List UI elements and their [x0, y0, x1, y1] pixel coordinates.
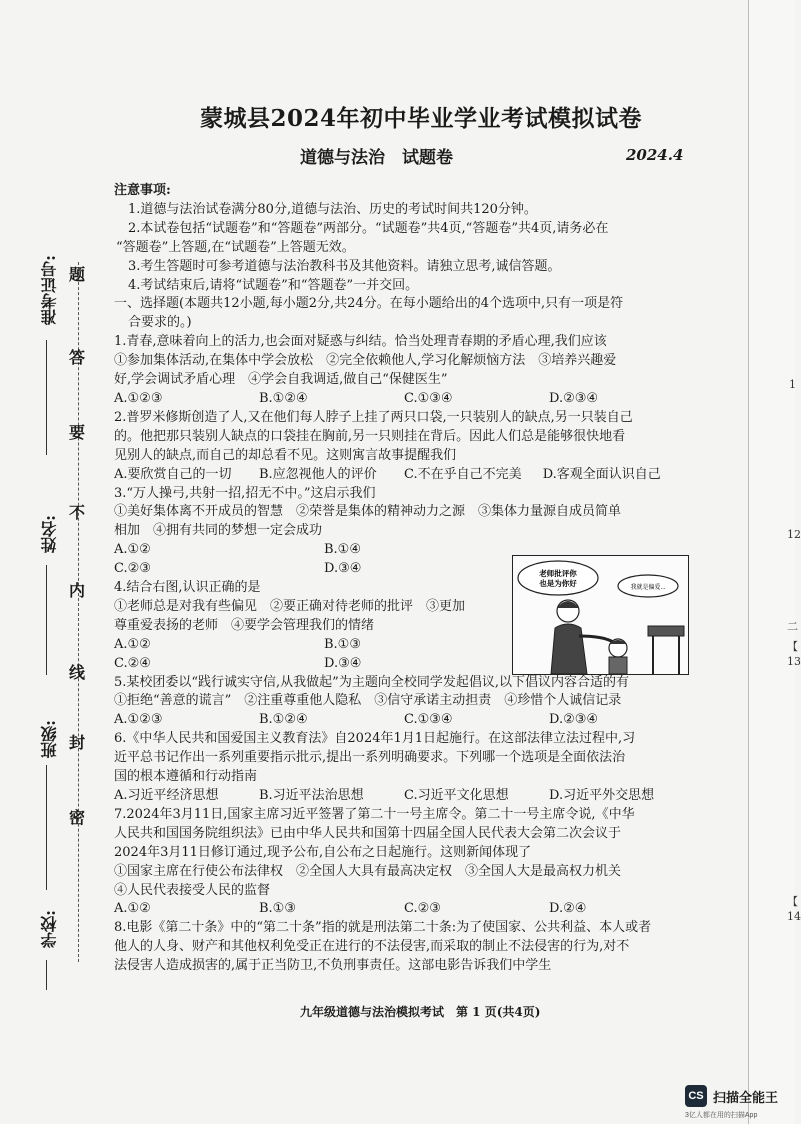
question-text: 人民共和国国务院组织法》已由中华人民共和国第十四届全国人民代表大会第二次会议于: [114, 825, 622, 841]
answer-options: [114, 900, 694, 919]
exam-id-field-label: 准考证号:: [40, 255, 59, 325]
edge-fragment: 1: [789, 378, 796, 391]
notice-item: 4.考试结束后,请将“试题卷”和“答题卷”一并交回。: [128, 277, 419, 293]
answer-options: [114, 655, 534, 674]
name-write-line: [46, 565, 47, 675]
question-text: 2.普罗米修斯创造了人,又在他们每人脖子上挂了两只口袋,一只装别人的缺点,另一只装自己: [114, 409, 633, 425]
question-text: 相加 ④拥有共同的梦想一定会成功: [114, 523, 323, 539]
question-text: 7.2024年3月11日,国家主席习近平签署了第二十一号主席令。第二十一号主席令说,《中华: [114, 806, 635, 822]
question-text: 6.《中华人民共和国爱国主义教育法》自2024年1月1日起施行。在这部法律立法过程中,习: [114, 731, 636, 747]
school-write-line: [46, 960, 47, 990]
notice-item: 2.本试卷包括“试题卷”和“答题卷”两部分。“试题卷”共4页,“答题卷”共4页,请务必在: [128, 220, 609, 236]
notice-item: 3.考生答题时可参考道德与法治教科书及其他资料。请独立思考,诚信答题。: [128, 258, 561, 274]
name-field-label: 姓名:: [40, 515, 59, 553]
option-c: C.①③④: [404, 712, 453, 728]
notice-item: “答题卷”上答题,在“试题卷”上答题无效。: [116, 239, 355, 255]
option-d: D.②③④: [549, 712, 599, 728]
seal-char: 线: [69, 663, 86, 682]
question-text: 1.青春,意味着向上的活力,也会面对疑惑与纠结。恰当处理青春期的矛盾心理,我们应该: [114, 334, 607, 350]
answer-options: [114, 466, 694, 485]
option-d: D.习近平外交思想: [549, 788, 655, 803]
seal-char: 要: [69, 423, 86, 442]
option-a: A.①②: [114, 542, 151, 558]
notice-item: 1.道德与法治试卷满分80分,道德与法治、历史的考试时间共120分钟。: [128, 201, 537, 217]
cartoon-drawing: [513, 556, 688, 674]
notice-heading: 注意事项:: [114, 183, 171, 198]
edge-fragment: 12: [787, 528, 801, 541]
option-b: B.①②④: [259, 712, 308, 728]
answer-options: [114, 787, 694, 806]
school-field-label: 学校:: [40, 910, 59, 948]
bubble-text-1a: 老师批评你: [539, 569, 577, 578]
scanner-logo-icon: CS: [685, 1085, 707, 1107]
seal-char: 题: [69, 265, 86, 284]
seal-char: 不: [69, 503, 86, 522]
option-a: A.要欣赏自己的一切: [114, 466, 232, 482]
bubble-text-2: 我就是偏爱...: [630, 585, 666, 591]
question-text: 3.“万人操弓,共射一招,招无不中。”这启示我们: [114, 485, 376, 501]
adjacent-page-edge: [748, 0, 801, 1124]
question-text: ④人民代表接受人民的监督: [114, 882, 271, 898]
question-text: ①美好集体离不开成员的智慧 ②荣誉是集体的精神动力之源 ③集体力量源自成员简单: [114, 504, 622, 520]
scanner-tagline: 3亿人都在用的扫描App: [685, 1112, 758, 1119]
question-text: 他人的人身、财产和其他权利免受正在进行的不法侵害,而采取的制止不法侵害的行为,对不: [114, 939, 630, 955]
question-text: 4.结合右图,认识正确的是: [114, 580, 261, 596]
question-text: 国的根本遵循和行动指南: [114, 769, 258, 785]
seal-char: 答: [69, 348, 86, 367]
option-b: B.①④: [324, 542, 361, 558]
option-c: C.①③④: [404, 390, 453, 406]
question-text: 近平总书记作出一系列重要指示批示,提出一系列明确要求。下列哪一个选项是全面依法治: [114, 750, 626, 766]
seal-char: 封: [69, 733, 86, 752]
answer-options: [114, 636, 534, 655]
question-text: 2024年3月11日修订通过,现予公布,自公布之日起施行。这则新闻体现了: [114, 844, 532, 860]
question-text: 好,学会调试矛盾心理 ④学会自我调适,做自己“保健医生”: [114, 372, 448, 388]
bubble-text-1b: 也是为你好: [539, 579, 577, 588]
question-text: 法侵害人造成损害的,属于正当防卫,不负刑事责任。这部电影告诉我们中学生: [114, 958, 552, 974]
option-c: C.②③: [114, 561, 151, 577]
answer-options: [114, 560, 534, 579]
exam-date: 2024.4: [626, 146, 684, 164]
question-text: 5.某校团委以“践行诚实守信,从我做起”为主题向全校同学发起倡议,以下倡议内容合适的有: [114, 674, 629, 690]
question-text: 见别人的缺点,而自己的却总看不见。这则寓言故事提醒我们: [114, 447, 457, 463]
option-c: C.习近平文化思想: [404, 788, 509, 803]
option-a: A.①②: [114, 636, 151, 652]
exam-subtitle: 道德与法治 试题卷: [300, 148, 453, 168]
question-text: 8.电影《第二十条》中的“第二十条”指的就是刑法第二十条:为了使国家、公共利益、本人或者: [114, 920, 652, 936]
option-b: B.①②④: [259, 390, 308, 406]
class-field-label: 班级:: [40, 720, 59, 758]
question-text: 的。他把那只装别人缺点的口袋挂在胸前,另一只则挂在背后。因此人们总是能够很快地看: [114, 428, 626, 444]
answer-options: [114, 541, 534, 560]
section-heading-cont: 合要求的。): [128, 315, 192, 331]
scanner-watermark: [685, 1085, 779, 1119]
edge-fragment: 二: [787, 620, 798, 633]
option-c: C.②③: [404, 901, 441, 917]
option-d: D.②④: [549, 901, 587, 917]
scanner-app-name: 扫描全能王: [713, 1090, 779, 1105]
option-d: D.②③④: [549, 390, 599, 406]
option-b: B.①③: [259, 901, 296, 917]
option-d: D.③④: [324, 655, 362, 671]
option-a: A.①②③: [114, 712, 163, 728]
option-a: A.①②: [114, 901, 151, 917]
edge-fragment: 【: [787, 640, 798, 653]
seal-char: 内: [69, 581, 86, 600]
edge-fragment: 14: [787, 910, 801, 923]
option-b: B.应忽视他人的评价: [259, 466, 377, 482]
option-b: B.习近平法治思想: [259, 788, 364, 803]
question-text: ①老师总是对我有些偏见 ②要正确对待老师的批评 ③更加: [114, 598, 466, 614]
page-footer: 九年级道德与法治模拟考试 第 1 页(共4页): [300, 1005, 541, 1019]
question-text: ①参加集体活动,在集体中学会放松 ②完全依赖他人,学习化解烦恼方法 ③培养兴趣爱: [114, 353, 617, 369]
option-a: A.习近平经济思想: [114, 788, 219, 803]
question-text: 尊重爱表扬的老师 ④要学会管理我们的情绪: [114, 617, 375, 633]
question-text: ①国家主席在行使公布法律权 ②全国人大具有最高决定权 ③全国人大是最高权力机关: [114, 863, 622, 879]
option-b: B.①③: [324, 636, 361, 652]
answer-options: [114, 711, 694, 730]
section-heading: 一、选择题(本题共12小题,每小题2分,共24分。在每小题给出的4个选项中,只有一项是符: [114, 296, 624, 312]
edge-fragment: 13: [787, 655, 801, 668]
q4-cartoon: [512, 555, 689, 675]
class-write-line: [46, 765, 47, 890]
option-a: A.①②③: [114, 390, 163, 406]
option-d: D.③④: [324, 561, 362, 577]
option-c: C.不在乎自己不完美: [404, 466, 522, 482]
exam-id-write-line: [46, 340, 47, 455]
option-c: C.②④: [114, 655, 151, 671]
seal-char: 密: [69, 808, 86, 827]
question-text: ①拒绝“善意的谎言” ②注重尊重他人隐私 ③信守承诺主动担责 ④珍惜个人诚信记录: [114, 693, 622, 709]
edge-fragment: 【: [787, 895, 798, 908]
exam-title: 蒙城县2024年初中毕业学业考试模拟试卷: [200, 105, 643, 132]
answer-options: [114, 390, 694, 409]
option-d: D.客观全面认识自己: [542, 466, 661, 482]
